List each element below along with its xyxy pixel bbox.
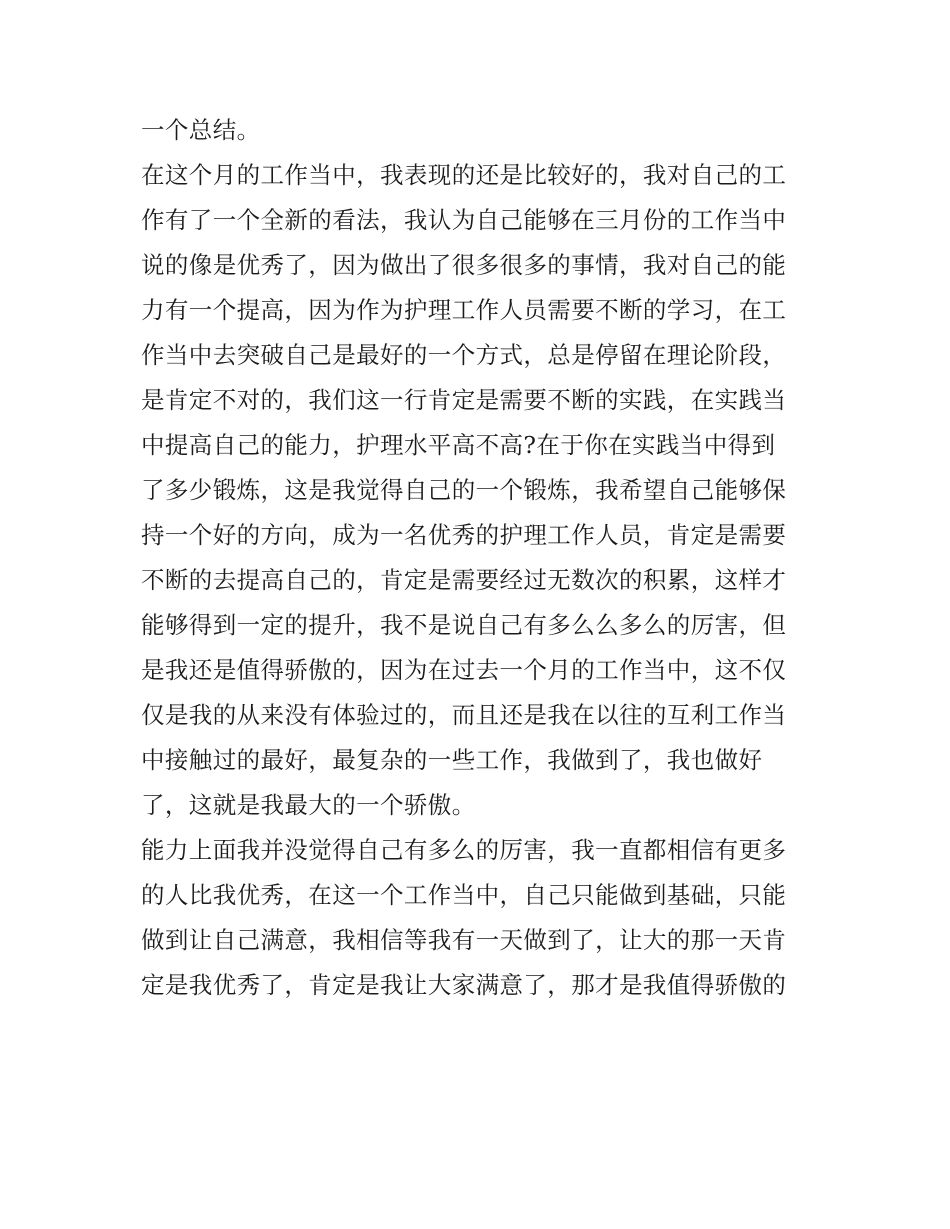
text-line: 中接触过的最好，最复杂的一些工作，我做到了，我也做好 (141, 746, 763, 774)
text-line: 了，这就是我最大的一个骄傲。 (141, 791, 476, 819)
text-line: 了多少锻炼，这是我觉得自己的一个锻炼，我希望自己能够保 (141, 476, 787, 504)
text-line: 在这个月的工作当中，我表现的还是比较好的，我对自己的工 (141, 161, 787, 189)
text-line: 定是我优秀了，肯定是我让大家满意了，那才是我值得骄傲的 (141, 971, 787, 999)
body-text (141, 108, 813, 1008)
text-line: 中提高自己的能力，护理水平高不高?在于你在实践当中得到 (141, 431, 776, 459)
text-line: 是我还是值得骄傲的，因为在过去一个月的工作当中，这不仅 (141, 656, 787, 684)
text-line: 作有了一个全新的看法，我认为自己能够在三月份的工作当中 (141, 206, 787, 234)
text-line: 的人比我优秀，在这一个工作当中，自己只能做到基础，只能 (141, 881, 787, 909)
text-line: 不断的去提高自己的，肯定是需要经过无数次的积累，这样才 (141, 566, 787, 594)
text-line: 力有一个提高，因为作为护理工作人员需要不断的学习，在工 (141, 296, 787, 324)
text-line: 能力上面我并没觉得自己有多么的厉害，我一直都相信有更多 (141, 836, 787, 864)
text-line: 是肯定不对的，我们这一行肯定是需要不断的实践，在实践当 (141, 386, 787, 414)
text-line: 持一个好的方向，成为一名优秀的护理工作人员，肯定是需要 (141, 521, 787, 549)
text-line: 仅是我的从来没有体验过的，而且还是我在以往的互利工作当 (141, 701, 787, 729)
text-line: 做到让自己满意，我相信等我有一天做到了，让大的那一天肯 (141, 926, 787, 954)
text-line: 说的像是优秀了，因为做出了很多很多的事情，我对自己的能 (141, 251, 787, 279)
text-line: 能够得到一定的提升，我不是说自己有多么么多么的厉害，但 (141, 611, 787, 639)
text-line: 一个总结。 (141, 116, 261, 144)
text-line: 作当中去突破自己是最好的一个方式，总是停留在理论阶段， (141, 341, 787, 369)
